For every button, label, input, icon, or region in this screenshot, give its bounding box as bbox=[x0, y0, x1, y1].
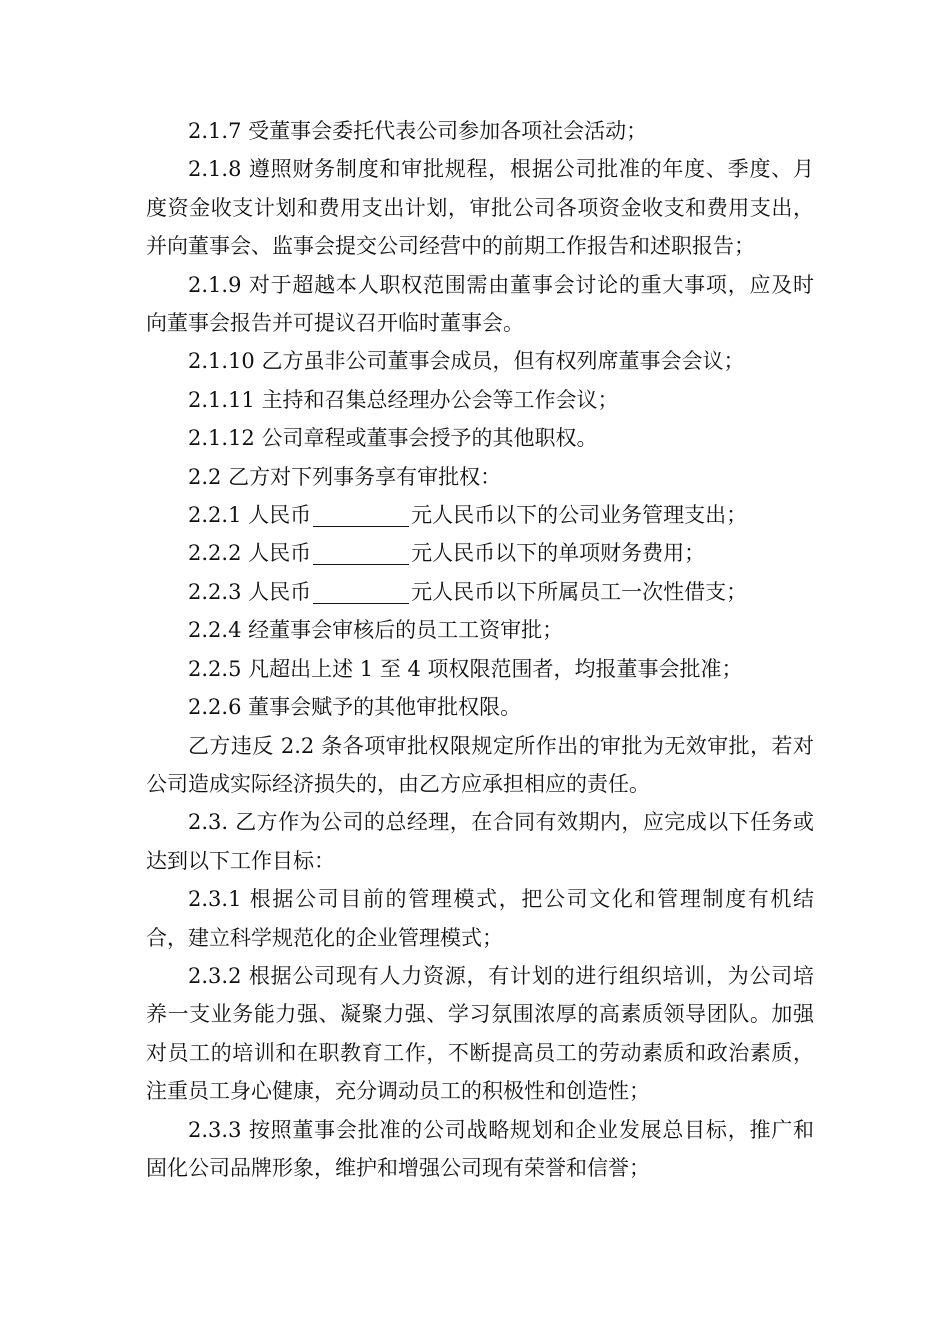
clause-2-2-1 bbox=[146, 496, 814, 534]
clause-2-3-2: 2.3.2 根据公司现有人力资源，有计划的进行组织培训，为公司培养一支业务能力强、凝聚力强、学习氛围浓厚的高素质领导团队。加强对员工的培训和在职教育工作，不断提高员工的劳动素质和政治素质，注重员工身心健康，充分调动员工的积极性和创造性； bbox=[146, 963, 814, 1104]
clause-2-1-9: 2.1.9 对于超越本人职权范围需由董事会讨论的重大事项，应及时向董事会报告并可提议召开临时董事会。 bbox=[146, 272, 814, 336]
clause-2-2: 2.2 乙方对下列事务享有审批权： bbox=[188, 464, 502, 489]
clause-2-2-1-suffix: 元人民币以下的公司业务管理支出； bbox=[411, 503, 748, 528]
amount-blank-field[interactable] bbox=[313, 581, 409, 604]
amount-blank-field[interactable] bbox=[313, 542, 409, 565]
clause-2-3-3: 2.3.3 按照董事会批准的公司战略规划和企业发展总目标，推广和固化公司品牌形象，维护和增强公司现有荣誉和信誉； bbox=[146, 1117, 814, 1180]
violation-clause: 乙方违反 2.2 条各项审批权限规定所作出的审批为无效审批，若对公司造成实际经济损失的，由乙方应承担相应的责任。 bbox=[146, 733, 814, 796]
clause-2-2-6: 2.2.6 董事会赋予的其他审批权限。 bbox=[188, 695, 522, 720]
clause-2-2-3-prefix: 2.2.3 人民币 bbox=[188, 579, 312, 604]
document-body bbox=[146, 112, 814, 1187]
clause-2-1-8: 2.1.8 遵照财务制度和审批规程，根据公司批准的年度、季度、月度资金收支计划和费用支出计划，审批公司各项资金收支和费用支出，并向董事会、监事会提交公司经营中的前期工作报告和述职报告； bbox=[146, 157, 814, 259]
clause-2-2-3 bbox=[146, 573, 814, 611]
clause-2-1-7: 2.1.7 受董事会委托代表公司参加各项社会活动； bbox=[188, 119, 648, 143]
clause-2-1-10: 2.1.10 乙方虽非公司董事会成员，但有权列席董事会会议； bbox=[188, 349, 745, 374]
clause-2-2-2 bbox=[146, 534, 814, 572]
clause-2-2-1-prefix: 2.2.1 人民币 bbox=[188, 503, 312, 528]
clause-2-2-3-suffix: 元人民币以下所属员工一次性借支； bbox=[411, 579, 748, 604]
clause-2-2-4: 2.2.4 经董事会审核后的员工工资审批； bbox=[188, 618, 564, 643]
clause-2-3-1: 2.3.1 根据公司目前的管理模式，把公司文化和管理制度有机结合，建立科学规范化的企业管理模式； bbox=[146, 887, 814, 950]
amount-blank-field[interactable] bbox=[313, 504, 409, 527]
clause-2-3: 2.3. 乙方作为公司的总经理，在合同有效期内，应完成以下任务或达到以下工作目标： bbox=[146, 810, 814, 873]
clause-2-1-12: 2.1.12 公司章程或董事会授予的其他职权。 bbox=[188, 426, 598, 451]
clause-2-1-11: 2.1.11 主持和召集总经理办公会等工作会议； bbox=[188, 387, 619, 412]
clause-2-2-5: 2.2.5 凡超出上述 1 至 4 项权限范围者，均报董事会批准； bbox=[188, 656, 743, 681]
clause-2-2-2-suffix: 元人民币以下的单项财务费用； bbox=[411, 541, 706, 566]
clause-2-2-2-prefix: 2.2.2 人民币 bbox=[188, 541, 312, 566]
